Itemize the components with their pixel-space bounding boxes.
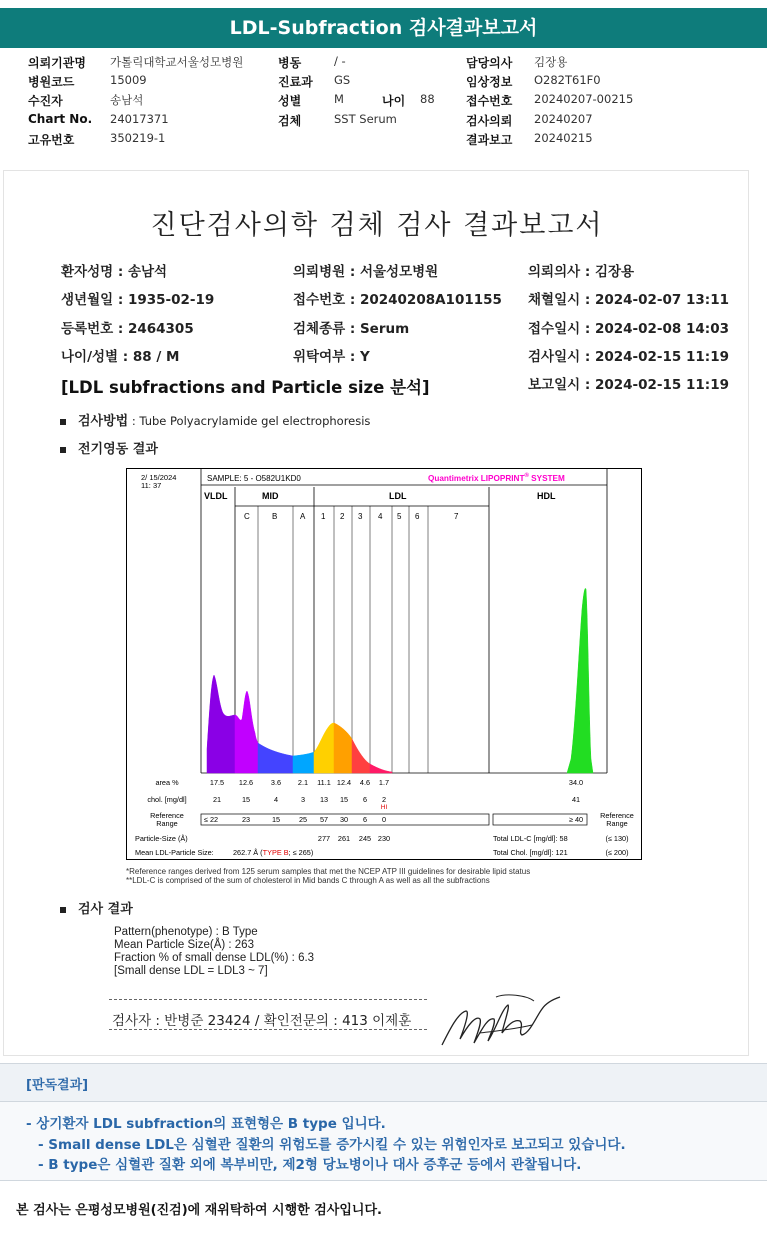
test-datetime: 검사일시 : 2024-02-15 11:19 [528,349,729,365]
info-label: 병동 [278,56,302,70]
data-table [135,778,634,857]
result-line: Pattern(phenotype) : B Type [114,926,258,938]
chol-value: 15 [241,795,251,804]
result-line: Mean Particle Size(Å) : 263 [114,939,254,951]
chol-value: 4 [273,795,279,804]
hdl-chol-value: 41 [571,795,581,804]
age-sex: 나이/성별 : 88 / M [61,349,180,365]
lipoprint-svg [127,469,643,861]
area-value: 17.5 [209,778,225,787]
area-value: 11.1 [317,778,331,787]
info-label: 수진자 [28,94,63,108]
chart-brand-suffix: SYSTEM [528,474,565,483]
ldl-2-peak [334,723,352,773]
group-label-hdl: HDL [537,491,556,501]
chart-brand-name: Quantimetrix LIPOPRINT [428,474,525,483]
hdl-area-value: 34.0 [568,778,584,787]
footnote-line: **LDL-C is comprised of the sum of cholesterol in Mid bands C through A as well as all the subfractions [126,876,490,885]
info-label: 의뢰기관명 [28,56,86,70]
info-label: 병원코드 [28,75,75,89]
electrophoresis-bullet [60,438,158,457]
info-value: / - [334,54,346,68]
info-label: 성별 [278,94,302,108]
test-results [114,926,314,978]
bullet-icon [60,419,66,425]
judgment-body [0,1101,767,1181]
hi-flag: HI [380,804,388,811]
info-row [28,131,748,149]
group-label-mid: MID [262,491,279,501]
receipt-number: 접수번호 : 20240208A101155 [293,292,502,308]
band-label-2: 2 [340,512,345,521]
judgment-line: - Small dense LDL은 심혈관 질환의 위험도를 증가시킬 수 있는 위험인자로 보고되고 있습니다. [38,1137,626,1153]
area-value: 3.6 [270,778,282,787]
chart-brand-registered: ® [524,473,529,479]
specimen-type: 검체종류 : Serum [293,321,410,337]
document-title: 진단검사의학 검체 검사 결과보고서 [150,210,604,241]
info-value: 350219-1 [110,131,166,145]
draw-datetime: 채혈일시 : 2024-02-07 13:11 [528,292,729,308]
info-label: 나이 [382,94,406,108]
band-label-6: 6 [415,512,420,521]
row-label-range: Range [156,819,178,828]
lipoprint-chart [126,468,642,860]
area-value: 1.7 [378,778,390,787]
info-row [28,92,748,110]
reference-value: 30 [339,815,349,824]
info-value: 20240207-00215 [534,92,634,106]
consignment: 위탁여부 : Y [293,349,370,365]
chol-value: 2 [381,795,387,804]
info-value: 15009 [110,73,147,87]
info-label: 임상정보 [466,75,513,89]
vldl-peak [207,675,235,773]
reference-value: 6 [362,815,368,824]
chart-footnotes [126,867,530,885]
signature-rule-bottom [109,1029,427,1030]
row-label-particle-size: Particle-Size (Å) [135,834,188,843]
info-row [28,112,748,130]
report-title-bar [0,8,767,48]
band-label-4: 4 [378,512,383,521]
info-value: 송남석 [110,93,144,107]
ref-label-right: Reference [600,811,634,820]
chart-date: 2/ 15/2024 [141,473,177,482]
receipt-datetime: 접수일시 : 2024-02-08 14:03 [528,321,729,337]
method-label: 검사방법 [78,414,129,429]
info-label: 검체 [278,114,302,128]
info-label: 접수번호 [466,94,513,108]
group-label-ldl: LDL [389,491,407,501]
result-line: Fraction % of small dense LDL(%) : 6.3 [114,952,315,964]
chol-value: 21 [212,795,222,804]
scanned-report [3,170,749,1056]
mean-size-type: TYPE B [262,848,289,857]
method-bullet [60,410,370,429]
mean-size-ref: ; ≤ 265) [288,848,314,857]
particle-size-value: 261 [337,834,351,843]
area-value: 2.1 [297,778,309,787]
group-label-vldl: VLDL [204,491,228,501]
info-label: 검사의뢰 [466,114,513,128]
info-label: 진료과 [278,75,313,89]
chol-value: 6 [362,795,368,804]
row-label-area: area % [155,778,179,787]
mean-size-value: 262.7 Å [233,848,259,857]
ldl-3-peak [352,739,370,773]
info-label: 결과보고 [466,133,513,147]
requesting-hospital: 의뢰병원 : 서울성모병원 [293,264,439,280]
area-value: 4.6 [359,778,371,787]
chol-value: 15 [339,795,349,804]
judgment-line: - B type은 심혈관 질환 외에 복부비만, 제2형 당뇨병이나 대사 증후군 등에서 관찰됩니다. [38,1157,582,1173]
reference-value: 25 [298,815,308,824]
consignment-note: 본 검사는 은평성모병원(진검)에 재위탁하여 시행한 검사입니다. [16,1203,382,1218]
info-value: 20240215 [534,131,593,145]
total-chol: Total Chol. [mg/dl]: 121 [493,848,568,857]
report-header-title: LDL-Subfraction 검사결과보고서 [229,17,538,39]
hdl-peak [567,588,593,773]
judgment-title: [판독결과] [26,1078,89,1093]
row-label-reference: Reference [150,811,184,820]
result-label: 검사 결과 [78,902,133,917]
report-datetime: 보고일시 : 2024-02-15 11:19 [528,377,729,393]
info-value: O282T61F0 [534,73,601,87]
method-value: : Tube Polyacrylamide gel electrophoresis [128,414,371,428]
reference-value: ≤ 22 [203,815,219,824]
ldl-1-peak [314,723,334,773]
birth-date: 생년월일 : 1935-02-19 [61,292,215,308]
bullet-icon [60,447,66,453]
hdl-reference-value: ≥ 40 [568,815,584,824]
ref-label-right: Range [606,819,628,828]
requesting-doctor: 의뢰의사 : 김장용 [528,264,635,280]
chart-sample: SAMPLE: 5 - O582U1KD0 [207,474,301,483]
ldl-4-peak [370,764,392,773]
info-value: SST Serum [334,112,397,126]
bullet-icon [60,907,66,913]
area-value: 12.4 [336,778,352,787]
info-value: GS [334,73,351,87]
patient-name: 환자성명 : 송남석 [61,264,168,280]
reference-value: 23 [241,815,251,824]
judgment-header [0,1063,767,1101]
band-label-b: B [272,512,278,521]
total-ldl: Total LDL-C [mg/dl]: 58 [493,834,568,843]
mid-b-peak [258,743,293,773]
area-value: 12.6 [238,778,254,787]
judgment-line: - 상기환자 LDL subfraction의 표현형은 B type 입니다. [26,1116,386,1132]
result-bullet [60,898,133,917]
row-label-mean-size: Mean LDL-Particle Size: [135,848,214,857]
info-value: M [334,92,344,106]
signer-line: 검사자 : 반병준 23424 / 확인전문의 : 413 이제훈 [112,1013,412,1029]
particle-size-value: 277 [317,834,331,843]
band-label-3: 3 [358,512,363,521]
reference-value: 57 [319,815,329,824]
total-chol-ref: (≤ 200) [605,848,629,857]
result-line: [Small dense LDL = LDL3 ~ 7] [114,965,268,977]
chart-time: 11: 37 [141,481,162,490]
info-value: 김장용 [534,55,568,69]
total-ldl-ref: (≤ 130) [605,834,629,843]
row-label-chol: chol. [mg/dl] [147,795,187,804]
signature-rule-top [109,999,427,1000]
band-label-a: A [300,512,306,521]
info-label: 담당의사 [466,56,513,70]
info-label: Chart No. [28,112,93,126]
band-label-7: 7 [454,512,459,521]
mid-a-peak [293,752,314,773]
particle-size-value: 230 [377,834,391,843]
footnote-line: *Reference ranges derived from 125 serum samples that met the NCEP ATP III guidelines for desirable lipid status [126,867,531,876]
chol-value: 3 [300,795,306,804]
band-label-1: 1 [321,512,326,521]
band-dividers [235,487,489,773]
info-value: 88 [420,92,435,106]
signature-image [436,989,566,1051]
band-label-5: 5 [397,512,402,521]
particle-size-value: 245 [358,834,372,843]
analysis-section-title: [LDL subfractions and Particle size 분석] [61,378,430,397]
reference-value: 15 [271,815,281,824]
reference-value: 0 [381,815,387,824]
info-value: 가톨릭대학교서울성모병원 [110,55,244,69]
electrophoresis-label: 전기영동 결과 [78,442,158,457]
chol-value: 13 [319,795,329,804]
info-row [28,54,748,72]
info-value: 20240207 [534,112,593,126]
band-label-c: C [244,512,250,521]
mean-size-line: 262.7 Å (TYPE B; ≤ 265) [233,848,314,857]
mid-c-peak [235,691,258,773]
registration-number: 등록번호 : 2464305 [61,321,194,337]
chart-brand [428,472,565,483]
info-label: 고유번호 [28,133,75,147]
info-row [28,73,748,91]
info-value: 24017371 [110,112,169,126]
